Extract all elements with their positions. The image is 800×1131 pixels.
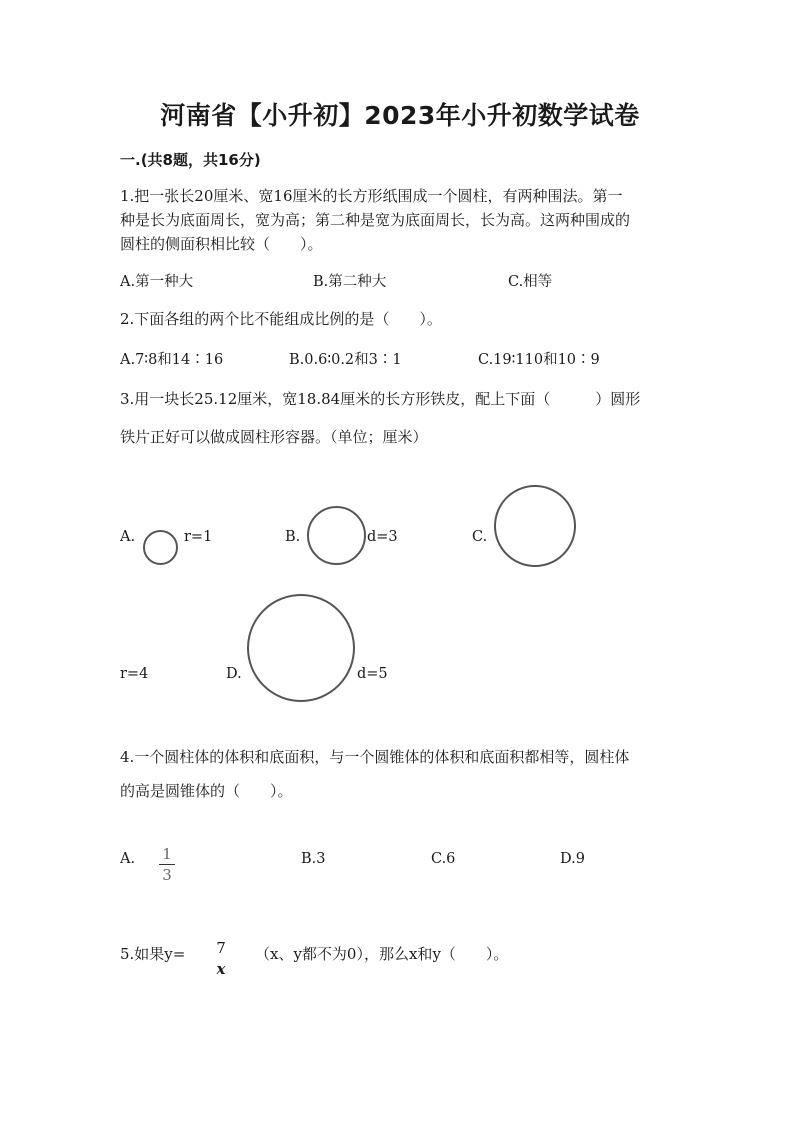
page-title: 河南省【小升初】2023年小升初数学试卷 bbox=[160, 101, 640, 130]
q1-option-b: B.第二种大 bbox=[313, 274, 387, 290]
q4-option-d: D.9 bbox=[560, 851, 585, 867]
q3-option-c-label: C. bbox=[472, 529, 488, 545]
question-5-suffix: （x、y都不为0），那么x和y（ ）。 bbox=[255, 945, 509, 963]
q1-option-a: A.第一种大 bbox=[120, 274, 194, 290]
q3-option-d-label: D. bbox=[226, 666, 242, 682]
q3-option-c-value: r=4 bbox=[120, 666, 149, 682]
fraction-denominator: x bbox=[216, 960, 226, 978]
question-4-line-1: 4.一个圆柱体的体积和底面积，与一个圆锥体的体积和底面积都相等，圆柱体 bbox=[120, 748, 630, 766]
q3-option-a-label: A. bbox=[120, 529, 136, 545]
q4-option-c: C.6 bbox=[431, 851, 456, 867]
question-5-prefix: 5.如果y= bbox=[120, 945, 186, 963]
circle-option-a bbox=[143, 530, 178, 565]
q4-option-b: B.3 bbox=[301, 851, 326, 867]
question-1-line-1: 1.把一张长20厘米、宽16厘米的长方形纸围成一个圆柱，有两种围法。第一 bbox=[120, 187, 623, 205]
fraction-seven-over-x bbox=[212, 939, 230, 978]
fraction-numerator: 1 bbox=[162, 845, 172, 863]
question-4-line-2: 的高是圆锥体的（ ）。 bbox=[120, 782, 293, 800]
question-1 bbox=[120, 184, 630, 256]
q2-option-b: B.0.6∶0.2和3∶1 bbox=[289, 352, 402, 368]
fraction-one-third bbox=[159, 845, 175, 884]
q2-option-c: C.19∶110和10∶9 bbox=[478, 352, 600, 368]
fraction-bar bbox=[212, 958, 230, 959]
fraction-numerator: 7 bbox=[216, 939, 226, 957]
q1-option-c: C.相等 bbox=[508, 274, 553, 290]
section-heading: 一.(共8题，共16分) bbox=[120, 151, 261, 169]
question-2: 2.下面各组的两个比不能组成比例的是（ ）。 bbox=[120, 310, 442, 328]
circle-option-d bbox=[247, 594, 355, 702]
question-3-line-1: 3.用一块长25.12厘米，宽18.84厘米的长方形铁皮，配上下面（ ）圆形 bbox=[120, 390, 641, 408]
q3-option-b-value: d=3 bbox=[367, 529, 398, 545]
question-1-line-3: 圆柱的侧面积相比较（ ）。 bbox=[120, 235, 323, 253]
q4-option-a-label: A. bbox=[120, 851, 136, 867]
fraction-bar bbox=[159, 864, 175, 865]
circle-option-c bbox=[494, 485, 576, 567]
q3-option-b-label: B. bbox=[285, 529, 301, 545]
fraction-denominator: 3 bbox=[162, 866, 172, 884]
circle-option-b bbox=[307, 506, 366, 565]
q2-option-a: A.7∶8和14∶16 bbox=[120, 352, 224, 368]
q3-option-a-value: r=1 bbox=[184, 529, 213, 545]
question-3-line-2: 铁片正好可以做成圆柱形容器。（单位；厘米） bbox=[120, 428, 428, 446]
question-1-line-2: 种是长为底面周长，宽为高；第二种是宽为底面周长，长为高。这两种围成的 bbox=[120, 211, 631, 229]
q3-option-d-value: d=5 bbox=[357, 666, 388, 682]
